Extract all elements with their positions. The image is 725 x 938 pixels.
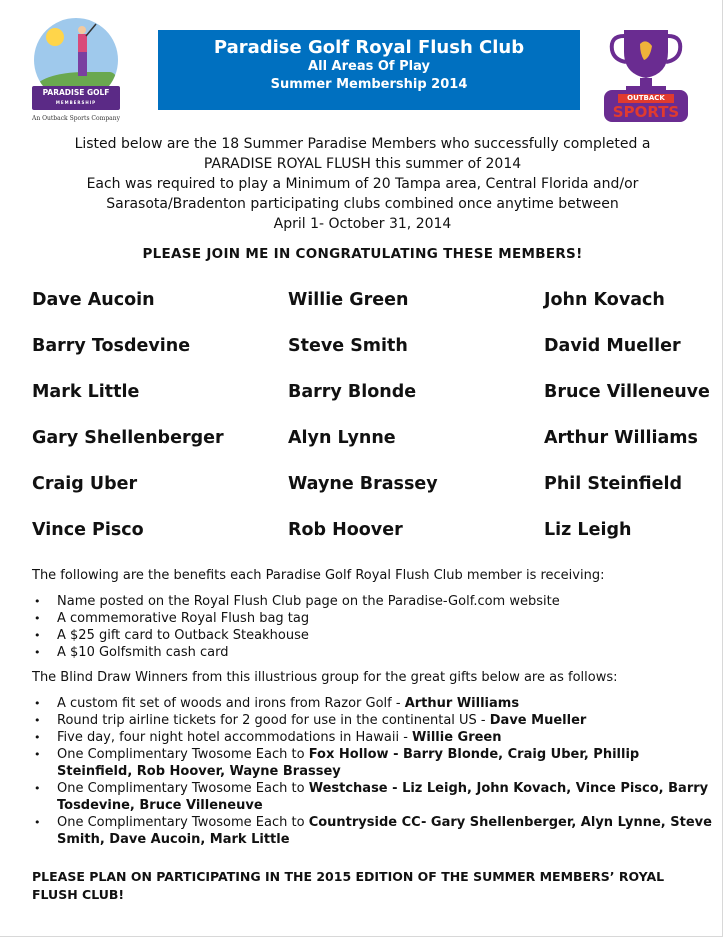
member-name: Steve Smith: [288, 336, 408, 356]
member-name: Bruce Villeneuve: [544, 382, 710, 402]
golfer-icon: [68, 22, 98, 88]
member-name: Alyn Lynne: [288, 428, 396, 448]
members-row: [32, 428, 722, 452]
benefit-item: • Name posted on the Royal Flush Club page on the Paradise-Golf.com website: [32, 593, 560, 610]
closing-note: PLEASE PLAN ON PARTICIPATING IN THE 2015 EDITION OF THE SUMMER MEMBERS’ ROYAL FLUSH CLUB!: [32, 869, 665, 902]
intro-line: Each was required to play a Minimum of 20 Tampa area, Central Florida and/or: [86, 176, 639, 192]
sun-icon: [46, 28, 64, 46]
draw-item: [32, 712, 712, 729]
draw-item: [32, 780, 712, 814]
member-name: Vince Pisco: [32, 520, 144, 540]
logo-sub: MEMBERSHIP: [55, 100, 97, 105]
draw-winner: Willie Green: [412, 730, 502, 745]
outback-sports-logo: [600, 24, 692, 124]
members-row: [32, 520, 722, 544]
draw-winner: Arthur Williams: [404, 696, 520, 711]
members-row: [32, 290, 722, 314]
paradise-golf-logo: [26, 14, 126, 126]
benefit-item: • A $10 Golfsmith cash card: [32, 644, 560, 661]
logo-right-line2: SPORTS: [612, 103, 680, 121]
intro-line: PARADISE ROYAL FLUSH this summer of 2014: [203, 156, 522, 172]
member-name: Barry Blonde: [288, 382, 417, 402]
draw-prize: One Complimentary Twosome Each to: [57, 815, 309, 830]
logo-right-line1: OUTBACK: [618, 94, 674, 103]
members-row: [32, 474, 722, 498]
intro-line: Listed below are the 18 Summer Paradise Members who successfully completed a: [74, 136, 651, 152]
draw-winner: Countryside CC- Gary Shellenberger, Alyn Lynne, Steve Smith, Dave Aucoin, Mark Little: [57, 815, 712, 847]
draw-winner: Westchase - Liz Leigh, John Kovach, Vince Pisco, Barry Tosdevine, Bruce Villeneuve: [57, 781, 709, 813]
benefits-intro: The following are the benefits each Paradise Golf Royal Flush Club member is receiving:: [32, 568, 605, 583]
draw-intro: The Blind Draw Winners from this illustrious group for the great gifts below are as follows:: [32, 670, 618, 685]
draw-prize: One Complimentary Twosome Each to: [57, 747, 309, 762]
title-banner: [158, 30, 580, 110]
draw-list: [32, 695, 712, 848]
benefit-item: • A $25 gift card to Outback Steakhouse: [32, 627, 560, 644]
member-name: Willie Green: [288, 290, 409, 310]
intro-line: Sarasota/Bradenton participating clubs combined once anytime between: [106, 196, 619, 212]
draw-item: [32, 746, 712, 780]
draw-prize: One Complimentary Twosome Each to: [57, 781, 309, 796]
draw-item: [32, 814, 712, 848]
member-name: Dave Aucoin: [32, 290, 155, 310]
draw-winner: Dave Mueller: [489, 713, 587, 728]
benefit-item: • A commemorative Royal Flush bag tag: [32, 610, 560, 627]
members-row: [32, 336, 722, 360]
member-name: Liz Leigh: [544, 520, 632, 540]
banner-subtitle: All Areas Of Play: [308, 59, 430, 74]
member-name: John Kovach: [544, 290, 665, 310]
member-name: Barry Tosdevine: [32, 336, 191, 356]
logo-plate: [32, 86, 120, 110]
members-row: [32, 382, 722, 406]
draw-item: [32, 695, 712, 712]
member-name: Rob Hoover: [288, 520, 403, 540]
logo-tagline: An Outback Sports Company: [31, 115, 120, 122]
intro-paragraph: [40, 134, 685, 234]
banner-title: Paradise Golf Royal Flush Club: [213, 37, 525, 58]
member-name: Phil Steinfield: [544, 474, 683, 494]
member-name: Wayne Brassey: [288, 474, 438, 494]
draw-prize: A custom fit set of woods and irons from Razor Golf -: [57, 696, 405, 711]
member-name: Mark Little: [32, 382, 140, 402]
intro-line: April 1- October 31, 2014: [273, 216, 452, 232]
member-name: Craig Uber: [32, 474, 138, 494]
member-name: David Mueller: [544, 336, 681, 356]
draw-item: [32, 729, 712, 746]
draw-prize: Round trip airline tickets for 2 good for use in the continental US -: [57, 713, 490, 728]
draw-winner: Fox Hollow - Barry Blonde, Craig Uber, Phillip Steinfield, Rob Hoover, Wayne Brassey: [57, 747, 640, 779]
benefits-list: [32, 593, 560, 661]
banner-season: Summer Membership 2014: [270, 77, 468, 92]
member-name: Gary Shellenberger: [32, 428, 224, 448]
draw-prize: Five day, four night hotel accommodations in Hawaii -: [57, 730, 413, 745]
congrats-heading: PLEASE JOIN ME IN CONGRATULATING THESE MEMBERS!: [142, 246, 583, 262]
member-name: Arthur Williams: [544, 428, 698, 448]
logo-brand: PARADISE GOLF: [42, 88, 110, 97]
